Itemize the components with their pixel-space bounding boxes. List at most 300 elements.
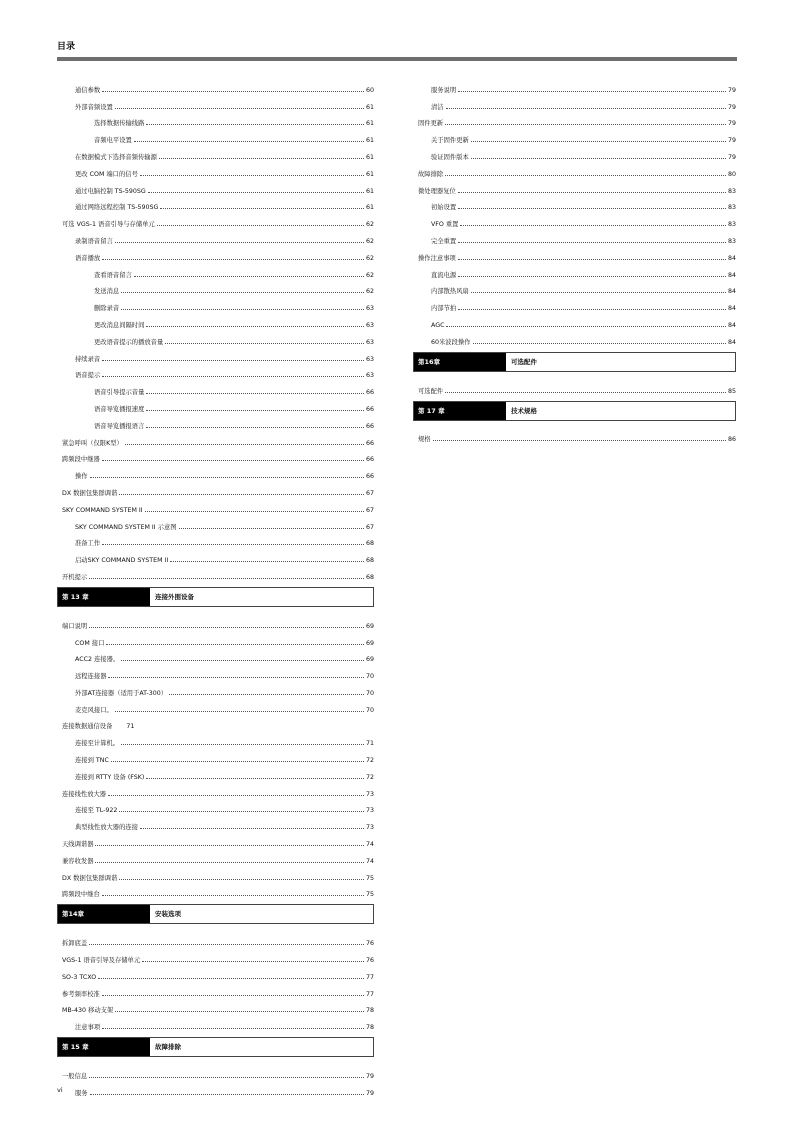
toc-entry[interactable] <box>418 178 736 195</box>
toc-entry-page: 74 <box>365 841 374 849</box>
toc-entry-title: 外部AT连接器（适用于AT-300） <box>75 689 168 697</box>
toc-entry-page: 75 <box>365 891 374 899</box>
toc-entry-title: 通过网络远程控制 TS-590SG <box>75 204 159 212</box>
toc-entry-title: 注意事项 <box>75 1024 101 1032</box>
toc-entry-page: 61 <box>365 170 374 178</box>
toc-entry-page: 63 <box>365 321 374 329</box>
toc-entry-page: 69 <box>365 656 374 664</box>
toc-entry-title: 内部散热风扇 <box>431 288 469 296</box>
toc-entry[interactable] <box>62 647 374 664</box>
toc-entry-title: VGS-1 语音引导及存储单元 <box>62 957 141 965</box>
toc-entry[interactable] <box>418 111 736 128</box>
toc-entry-title: 远程连接器 <box>75 673 107 681</box>
chapter-number: 第 13 章 <box>58 588 150 606</box>
toc-entry[interactable] <box>62 1063 374 1080</box>
toc-entry-page: 83 <box>727 237 736 245</box>
toc-entry[interactable] <box>418 312 736 329</box>
toc-entry[interactable] <box>62 329 374 346</box>
toc-entry-page: 76 <box>365 957 374 965</box>
chapter-number: 第14章 <box>58 905 150 923</box>
toc-entry[interactable] <box>62 127 374 144</box>
toc-entry-title: 语音引导提示音量 <box>94 389 145 397</box>
toc-entry-page: 79 <box>727 86 736 94</box>
dot-leader <box>446 326 726 327</box>
toc-entry[interactable] <box>62 295 374 312</box>
chapter-number: 第16章 <box>414 353 506 371</box>
toc-entry-title: 60米波段操作 <box>431 338 471 346</box>
dot-leader <box>471 141 726 142</box>
toc-entry-title: ACC2 连接器。 <box>75 656 120 664</box>
toc-entry-page: 63 <box>365 355 374 363</box>
dot-leader <box>145 511 364 512</box>
toc-entry[interactable] <box>62 195 374 212</box>
toc-entry-page: 63 <box>365 305 374 313</box>
dot-leader <box>119 811 364 812</box>
toc-entry[interactable] <box>62 497 374 514</box>
toc-entry-title: 参考频率校准 <box>62 990 100 998</box>
toc-entry-page: 84 <box>727 305 736 313</box>
toc-entry-title: 验证固件版本 <box>431 153 469 161</box>
toc-entry-title: 连接至 TL-922 <box>75 807 118 815</box>
dot-leader <box>458 91 726 92</box>
dot-leader <box>95 862 364 863</box>
chapter-title: 连接外围设备 <box>155 592 194 601</box>
toc-entry-title: DX 数据包集群调谐 <box>62 874 118 882</box>
dot-leader <box>119 879 364 880</box>
toc-entry-title: 连接至计算机。 <box>75 740 120 748</box>
toc-entry-page: 63 <box>365 338 374 346</box>
toc-entry-page: 66 <box>365 456 374 464</box>
dot-leader <box>134 276 364 277</box>
toc-entry-page: 79 <box>727 153 736 161</box>
toc-entry[interactable] <box>418 211 736 228</box>
toc-entry[interactable] <box>62 747 374 764</box>
dot-leader <box>115 108 364 109</box>
toc-entry[interactable] <box>62 947 374 964</box>
toc-entry-title: 规格 <box>418 436 431 444</box>
dot-leader <box>458 276 726 277</box>
dot-leader <box>445 124 726 125</box>
toc-entry-page: 83 <box>727 221 736 229</box>
toc-entry-title: 兼容收发器 <box>62 857 94 865</box>
toc-entry-title: 启动SKY COMMAND SYSTEM II <box>75 557 169 565</box>
toc-entry-title: 可选 VGS-1 语音引导与存储单元 <box>62 221 155 229</box>
dot-leader <box>90 477 364 478</box>
dot-leader <box>102 376 364 377</box>
dot-leader <box>471 158 726 159</box>
dot-leader <box>146 326 364 327</box>
dot-leader <box>445 392 726 393</box>
toc-entry-page: 66 <box>365 422 374 430</box>
toc-entry-title: 拆卸底盖 <box>62 940 88 948</box>
toc-entry-page: 60 <box>365 86 374 94</box>
toc-entry-page: 69 <box>365 622 374 630</box>
toc-entry-page: 66 <box>365 439 374 447</box>
toc-entry-page: 66 <box>365 405 374 413</box>
dot-leader <box>121 292 364 293</box>
toc-entry-title: 更改语音提示的播放音量 <box>94 338 164 346</box>
toc-entry[interactable] <box>418 195 736 212</box>
dot-leader <box>89 578 364 579</box>
dot-leader <box>102 544 364 545</box>
chapter-title: 安装选项 <box>155 910 181 919</box>
toc-entry[interactable] <box>62 262 374 279</box>
toc-entry[interactable] <box>62 396 374 413</box>
dot-leader <box>148 192 364 193</box>
dot-leader <box>471 292 726 293</box>
toc-left-column <box>62 77 374 1097</box>
toc-entry-title: SO-3 TCXO <box>62 973 97 981</box>
toc-entry-title: 内部节拍 <box>431 305 457 313</box>
dot-leader <box>102 259 364 260</box>
toc-entry[interactable] <box>62 981 374 998</box>
chapter-header <box>57 1037 374 1057</box>
toc-entry[interactable] <box>62 211 374 228</box>
toc-entry-title: 连接到 TNC <box>75 757 109 765</box>
toc-entry-title: VFO 重置 <box>431 221 459 229</box>
toc-entry-title: 外部音频设置 <box>75 103 113 111</box>
toc-entry-page: 62 <box>365 254 374 262</box>
dot-leader <box>119 494 364 495</box>
toc-entry-title: 更改消息间隔时间 <box>94 321 145 329</box>
toc-entry-page: 61 <box>365 204 374 212</box>
toc-entry-title: 通信参数 <box>75 86 101 94</box>
toc-entry[interactable] <box>62 279 374 296</box>
toc-entry-title: 发送消息 <box>94 288 120 296</box>
toc-entry[interactable] <box>62 730 374 747</box>
dot-leader <box>445 175 726 176</box>
toc-entry-page: 70 <box>365 673 374 681</box>
toc-entry-page: 85 <box>727 387 736 395</box>
toc-entry[interactable] <box>62 463 374 480</box>
toc-entry-page: 61 <box>365 120 374 128</box>
toc-entry[interactable] <box>418 245 736 262</box>
toc-entry[interactable] <box>62 228 374 245</box>
toc-entry-page: 84 <box>727 338 736 346</box>
toc-entry[interactable] <box>418 94 736 111</box>
toc-entry-title: 天线调谐器 <box>62 841 94 849</box>
toc-entry-page: 80 <box>727 170 736 178</box>
toc-entry[interactable] <box>62 680 374 697</box>
toc-entry-title: 语音导览播报语言 <box>94 422 145 430</box>
dot-leader <box>125 444 364 445</box>
toc-entry-page: 79 <box>365 1089 374 1097</box>
toc-entry-page: 76 <box>365 940 374 948</box>
toc-entry[interactable] <box>62 312 374 329</box>
toc-entry-title: 音频电平设置 <box>94 137 132 145</box>
toc-entry-title: MB-430 移动支架 <box>62 1007 114 1015</box>
toc-entry-title: 清洁 <box>431 103 444 111</box>
dot-leader <box>115 711 364 712</box>
toc-entry[interactable] <box>62 613 374 630</box>
dot-leader <box>458 192 726 193</box>
toc-entry-page: 69 <box>365 639 374 647</box>
toc-entry[interactable] <box>62 379 374 396</box>
toc-entry[interactable] <box>62 630 374 647</box>
toc-entry-title: 操作 <box>75 473 88 481</box>
toc-entry-page: 67 <box>365 489 374 497</box>
dot-leader <box>473 343 726 344</box>
toc-entry-page: 78 <box>365 1007 374 1015</box>
toc-entry[interactable] <box>62 514 374 531</box>
toc-entry-title: 服务 <box>75 1089 88 1097</box>
page-title: 目录 <box>57 42 76 52</box>
toc-entry[interactable] <box>418 279 736 296</box>
toc-entry-page: 66 <box>365 389 374 397</box>
dot-leader <box>146 427 364 428</box>
page-number: vi <box>57 1086 63 1094</box>
chapter-header <box>413 401 736 421</box>
dot-leader <box>169 694 364 695</box>
toc-entry-title: 连接数据通信设备 <box>62 723 113 731</box>
toc-entry[interactable] <box>418 77 736 94</box>
toc-entry-title: 在数据模式下选择音频传输源 <box>75 153 157 161</box>
toc-entry[interactable] <box>62 480 374 497</box>
toc-entry-page: 61 <box>365 103 374 111</box>
toc-entry[interactable] <box>62 430 374 447</box>
dot-leader <box>89 1077 364 1078</box>
toc-entry-title: 更改 COM 端口的信号 <box>75 170 138 178</box>
toc-entry-title: 故障排除 <box>418 170 444 178</box>
toc-entry[interactable] <box>62 865 374 882</box>
dot-leader <box>121 744 364 745</box>
toc-entry[interactable] <box>62 814 374 831</box>
toc-entry[interactable] <box>62 346 374 363</box>
toc-entry[interactable] <box>62 764 374 781</box>
toc-entry-page: 78 <box>365 1024 374 1032</box>
toc-entry-page: 62 <box>365 237 374 245</box>
toc-entry[interactable] <box>62 1080 374 1097</box>
toc-entry-page: 71 <box>126 723 135 731</box>
toc-entry-title: 服务说明 <box>431 86 457 94</box>
toc-entry[interactable] <box>62 144 374 161</box>
toc-entry-page: 66 <box>365 473 374 481</box>
toc-entry[interactable] <box>418 161 736 178</box>
toc-entry[interactable] <box>418 295 736 312</box>
toc-entry-page: 73 <box>365 824 374 832</box>
toc-entry-page: 77 <box>365 990 374 998</box>
toc-entry-title: 紧急呼叫（仅限K型） <box>62 439 123 447</box>
toc-entry-title: 典型线性放大器的连接 <box>75 824 138 832</box>
toc-entry-page: 84 <box>727 288 736 296</box>
toc-entry[interactable] <box>418 427 736 444</box>
dot-leader <box>146 778 364 779</box>
toc-entry-title: 操作注意事项 <box>418 254 456 262</box>
dot-leader <box>102 91 364 92</box>
toc-entry-page: 67 <box>365 523 374 531</box>
dot-leader <box>102 1028 364 1029</box>
toc-entry[interactable] <box>62 714 374 731</box>
toc-entry-title: 直流电源 <box>431 271 457 279</box>
toc-entry-title: 微处理器复位 <box>418 187 456 195</box>
toc-entry-title: 准备工作 <box>75 540 101 548</box>
toc-entry[interactable] <box>62 697 374 714</box>
toc-entry-page: 79 <box>365 1073 374 1081</box>
toc-entry-title: 选择数据传输线路 <box>94 120 145 128</box>
toc-entry-title: 关于固件更新 <box>431 137 469 145</box>
toc-entry[interactable] <box>62 363 374 380</box>
chapter-title: 故障排除 <box>155 1043 181 1052</box>
toc-entry-page: 70 <box>365 706 374 714</box>
dot-leader <box>98 978 364 979</box>
toc-entry[interactable] <box>418 262 736 279</box>
dot-leader <box>165 343 364 344</box>
toc-entry-page: 83 <box>727 187 736 195</box>
toc-entry-page: 79 <box>727 137 736 145</box>
toc-entry[interactable] <box>62 1014 374 1031</box>
dot-leader <box>89 944 364 945</box>
dot-leader <box>433 440 726 441</box>
toc-entry-page: 79 <box>727 120 736 128</box>
toc-entry[interactable] <box>62 111 374 128</box>
toc-entry-title: 删除录音 <box>94 305 120 313</box>
dot-leader <box>121 309 364 310</box>
toc-entry-page: 61 <box>365 153 374 161</box>
toc-entry-page: 62 <box>365 288 374 296</box>
toc-entry-title: 完全重置 <box>431 237 457 245</box>
toc-entry-title: 语音提示 <box>75 372 101 380</box>
dot-leader <box>115 1011 364 1012</box>
toc-entry-page: 75 <box>365 874 374 882</box>
toc-entry-title: DX 数据包集群调谐 <box>62 489 118 497</box>
dot-leader <box>134 141 364 142</box>
dot-leader <box>140 175 364 176</box>
dot-leader <box>102 460 364 461</box>
toc-entry[interactable] <box>62 781 374 798</box>
chapter-header <box>57 587 374 607</box>
toc-entry-page: 72 <box>365 757 374 765</box>
toc-entry-page: 67 <box>365 506 374 514</box>
toc-entry-page: 84 <box>727 321 736 329</box>
toc-entry-page: 73 <box>365 807 374 815</box>
toc-entry-page: 63 <box>365 372 374 380</box>
dot-leader <box>115 242 364 243</box>
toc-entry[interactable] <box>62 547 374 564</box>
dot-leader <box>146 393 364 394</box>
dot-leader <box>157 225 364 226</box>
dot-leader <box>95 845 364 846</box>
toc-entry[interactable] <box>62 798 374 815</box>
chapter-number: 第 15 章 <box>58 1038 150 1056</box>
toc-entry-title: 录制语音留言 <box>75 237 113 245</box>
dot-leader <box>460 225 726 226</box>
toc-entry[interactable] <box>62 882 374 899</box>
toc-entry[interactable] <box>62 998 374 1015</box>
toc-entry-page: 68 <box>365 573 374 581</box>
toc-entry[interactable] <box>62 964 374 981</box>
toc-entry-page: 68 <box>365 540 374 548</box>
chapter-title: 技术规格 <box>511 406 537 415</box>
toc-entry-title: SKY COMMAND SYSTEM II <box>62 506 143 514</box>
toc-entry-title: 语音导览播报速度 <box>94 405 145 413</box>
toc-entry-title: 麦克风接口。 <box>75 706 113 714</box>
toc-entry-title: 跨频段中继器 <box>62 456 100 464</box>
dot-leader <box>146 124 364 125</box>
toc-entry-title: 可选配件 <box>418 387 444 395</box>
toc-entry[interactable] <box>62 94 374 111</box>
dot-leader <box>142 961 364 962</box>
toc-entry[interactable] <box>418 127 736 144</box>
toc-entry[interactable] <box>418 378 736 395</box>
toc-entry-title: 初始设置 <box>431 204 457 212</box>
dot-leader <box>146 410 364 411</box>
toc-right-column <box>418 77 736 443</box>
dot-leader <box>89 627 364 628</box>
toc-entry[interactable] <box>62 245 374 262</box>
toc-entry-page: 74 <box>365 857 374 865</box>
toc-entry[interactable] <box>62 663 374 680</box>
toc-entry-title: 固件更新 <box>418 120 444 128</box>
dot-leader <box>458 208 726 209</box>
dot-leader <box>458 309 726 310</box>
toc-entry-page: 70 <box>365 689 374 697</box>
chapter-number: 第 17 章 <box>414 402 506 420</box>
toc-entry-page: 83 <box>727 204 736 212</box>
toc-entry-page: 86 <box>727 436 736 444</box>
toc-entry-title: 跨频段中继台 <box>62 891 100 899</box>
dot-leader <box>159 158 364 159</box>
toc-entry[interactable] <box>62 564 374 581</box>
toc-entry-title: 连接到 RTTY 设备 (FSK) <box>75 773 145 781</box>
toc-entry[interactable] <box>418 329 736 346</box>
dot-leader <box>121 660 364 661</box>
toc-entry-title: 开机提示 <box>62 573 88 581</box>
toc-entry-page: 61 <box>365 137 374 145</box>
toc-entry[interactable] <box>62 531 374 548</box>
toc-entry[interactable] <box>62 831 374 848</box>
toc-entry[interactable] <box>62 930 374 947</box>
toc-entry-page: 79 <box>727 103 736 111</box>
chapter-title: 可选配件 <box>511 357 537 366</box>
toc-entry-title: 持续录音 <box>75 355 101 363</box>
toc-entry-title: SKY COMMAND SYSTEM II 示意图 <box>75 523 177 531</box>
dot-leader <box>111 761 364 762</box>
dot-leader <box>106 644 364 645</box>
dot-leader <box>446 108 726 109</box>
toc-entry[interactable] <box>62 77 374 94</box>
dot-leader <box>108 677 364 678</box>
toc-entry[interactable] <box>62 447 374 464</box>
toc-entry-page: 62 <box>365 221 374 229</box>
toc-entry-title: COM 接口 <box>75 639 105 647</box>
toc-entry-title: AGC <box>431 321 445 329</box>
dot-leader <box>458 259 726 260</box>
dot-leader <box>458 242 726 243</box>
toc-entry-page: 62 <box>365 271 374 279</box>
dot-leader <box>102 995 364 996</box>
toc-entry[interactable] <box>418 144 736 161</box>
toc-entry-page: 84 <box>727 254 736 262</box>
toc-entry-title: 一般信息 <box>62 1073 88 1081</box>
toc-entry-page: 73 <box>365 790 374 798</box>
toc-entry[interactable] <box>62 178 374 195</box>
dot-leader <box>102 895 364 896</box>
dot-leader <box>160 208 364 209</box>
dot-leader <box>90 1094 364 1095</box>
toc-entry-page: 72 <box>365 773 374 781</box>
toc-entry-page: 68 <box>365 557 374 565</box>
dot-leader <box>140 828 364 829</box>
toc-entry[interactable] <box>62 848 374 865</box>
toc-entry-title: 查看语音留言 <box>94 271 132 279</box>
toc-entry[interactable] <box>62 413 374 430</box>
toc-entry-page: 77 <box>365 973 374 981</box>
toc-entry-page: 71 <box>365 740 374 748</box>
toc-entry-title: 端口说明 <box>62 622 88 630</box>
toc-entry[interactable] <box>62 161 374 178</box>
toc-entry-title: 通过电脑控制 TS-590SG <box>75 187 146 195</box>
toc-entry[interactable] <box>418 228 736 245</box>
